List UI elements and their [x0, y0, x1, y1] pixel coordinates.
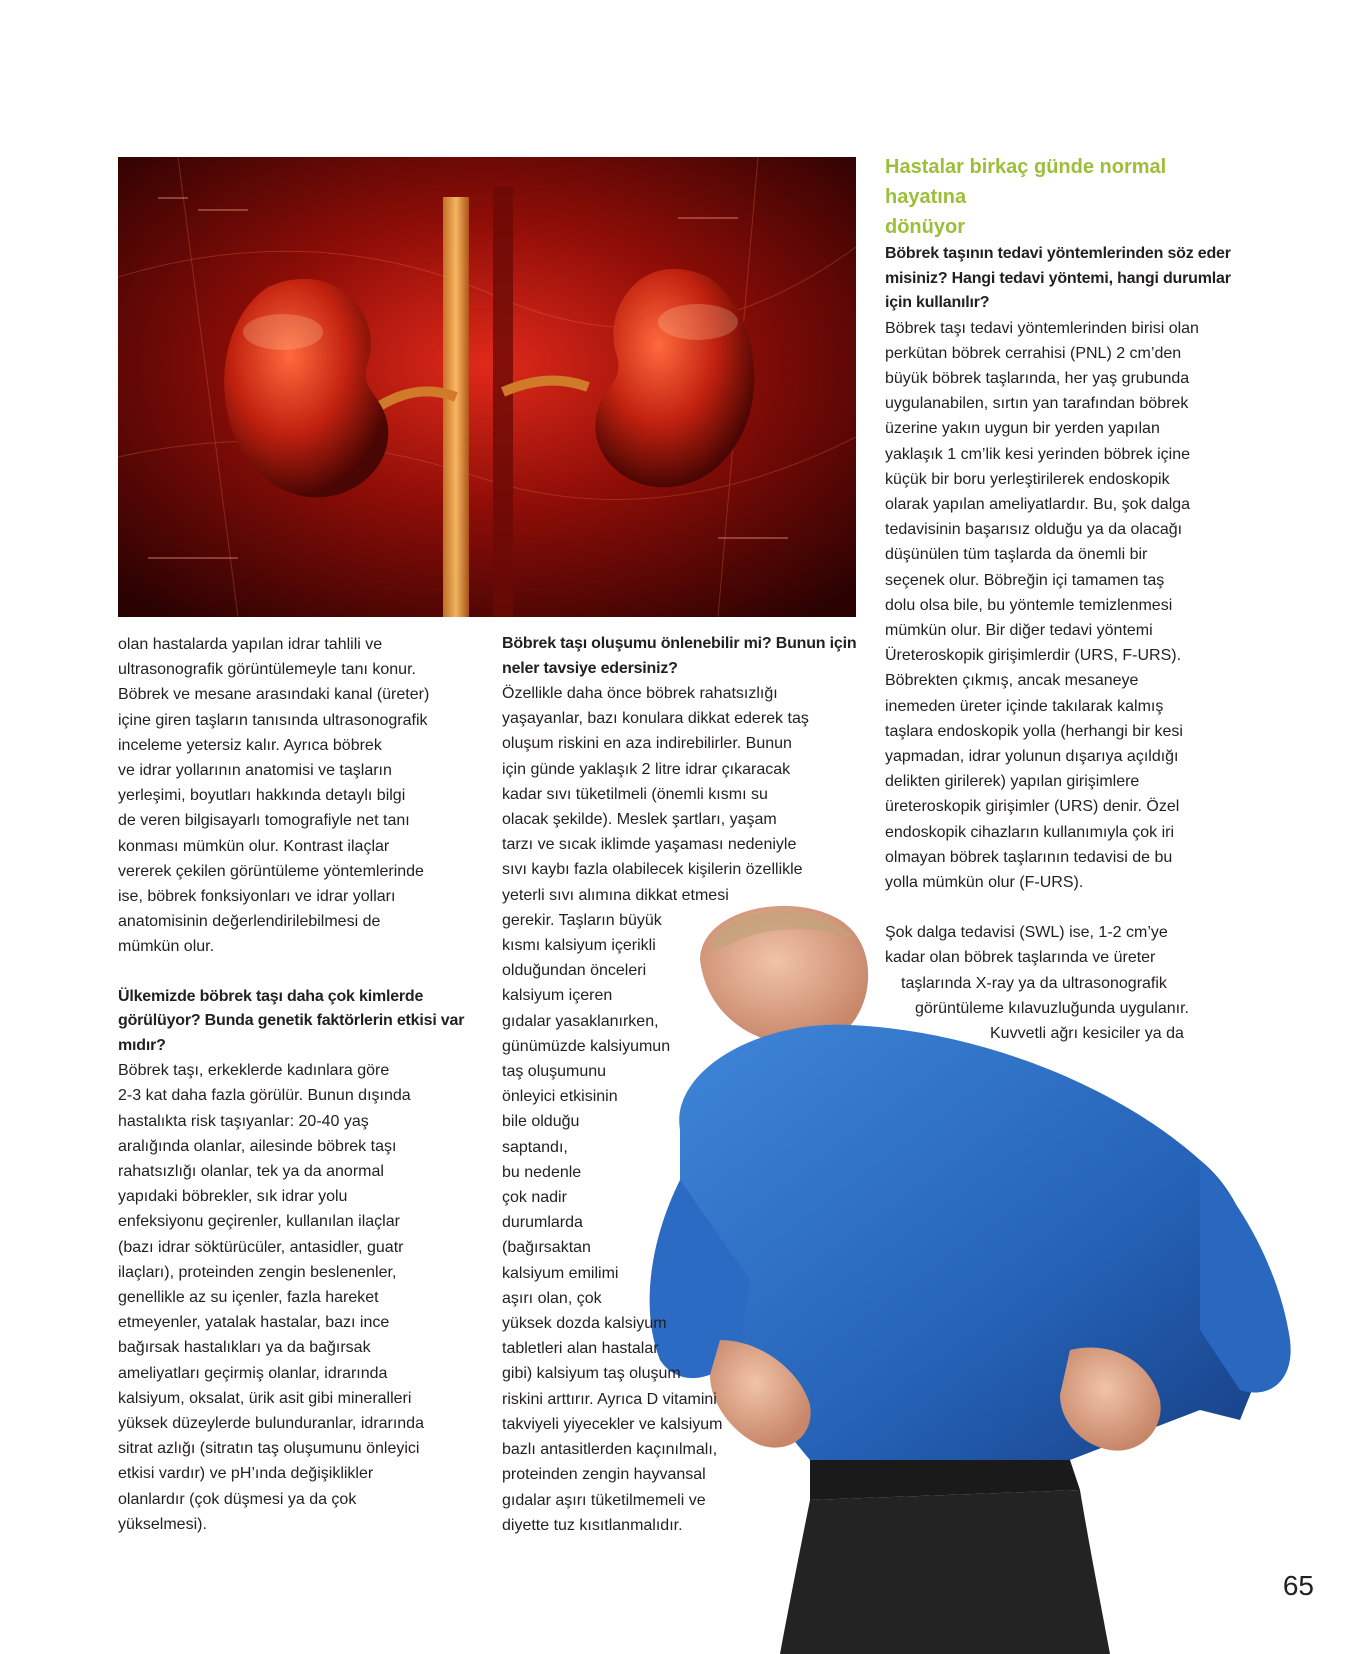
text-column-3 [885, 152, 1250, 1046]
paragraph-risk-groups: Böbrek taşı, erkeklerde kadınlara göre 2-3 kat daha fazla görülür. Bunun dışında hastalıkta risk taşıyanlar: 20-40 yaş aralığında olanlar, ailesinde böbrek taşı rahatsızlığı olanlar, tek ya da anormal yapıdaki böbrekler, sık idrar yolu enfeksiyonu geçirenler, kullanılan ilaçlar (bazı idrar söktürücüler, antasidler, guatr ilaçları), proteinden zengin beslenenler, genellikle az su içenler, fazla hareket etmeyenler, yatalak hastalar, bazı ince bağırsak hastalıkları ya da bağırsak ameliyatları geçirmiş olanlar, idrarında kalsiyum, oksalat, ürik asit gibi mineralleri yüksek düzeylerde bulunduranlar, idrarında sitrat azlığı (sitratın taş oluşumunu önleyici etkisi vardır) ve pH’ında değişiklikler olanlardır (çok düşmesi ya da çok yükselmesi). [118, 1062, 424, 1533]
text-line: Kuvvetli ağrı kesiciler ya da [990, 1024, 1184, 1042]
kidney-illustration [118, 157, 856, 617]
text-line: kadar olan böbrek taşlarında ve üreter [885, 949, 1156, 967]
page-number: 65 [1282, 1570, 1314, 1601]
text-line: Şok dalga tedavisi (SWL) ise, 1-2 cm’ye [885, 924, 1168, 942]
question-prevention: Böbrek taşı oluşumu önlenebilir mi? Bunun için neler tavsiye edersiniz? [502, 635, 857, 677]
text-column-2 [502, 632, 862, 1538]
paragraph-diagnosis: olan hastalarda yapılan idrar tahlili ve ultrasonografik görüntülemeyle tanı konur. Böbrek ve mesane arasındaki kanal (üreter) içine giren taşların tanısında ultrasonografik inceleme yetersiz kalır. Ayrıca böbrek ve idrar yollarının anatomisi ve taşların yerleşimi, boyutları hakkında detaylı bilgi de veren bilgisayarlı tomografiyle net tanı konması mümkün olur. Kontrast ilaçlar vererek çekilen görüntüleme yöntemlerinde ise, böbrek fonksiyonları ve idrar yolları anatomisinin değerlendirilebilmesi de mümkün olur. [118, 636, 430, 956]
section-headline: Hastalar birkaç günde normal hayatına dönüyor [885, 156, 1167, 238]
paragraph-treatment-methods: Böbrek taşı tedavi yöntemlerinden birisi olan perkütan böbrek cerrahisi (PNL) 2 cm’den büyük böbrek taşlarında, her yaş grubunda uygulanabilen, sırtın yan tarafından böbrek üzerine yakın uygun bir yerden yapılan yaklaşık 1 cm’lik kesi yerinden böbrek içine küçük bir boru yerleştirilerek endoskopik olarak yapılan ameliyatlardır. Bu, şok dalga tedavisinin başarısız olduğu ya da olacağı düşünülen tüm taşlarda da önemli bir seçenek olur. Böbreğin içi tamamen taş dolu olsa bile, bu yöntemle temizlenmesi mümkün olur. Bir diğer tedavi yöntemi Üreteroskopik girişimlerdir (URS, F-URS). Böbrekten çıkmış, ancak mesaneye inemeden üreter içinde takılarak kalmış taşlara endoskopik yolla (herhangi bir kesi yapmadan, idrar yolunun dışarıya açıldığı delikten girilerek) yapılan girişimlere üreteroskopik girişimler (URS) denir. Özel endoskopik cihazların kullanımıyla çok iri olmayan böbrek taşlarının tedavisi de bu yolla mümkün olur (F-URS). [885, 319, 1199, 891]
paragraph-prevention: Özellikle daha önce böbrek rahatsızlığı yaşayanlar, bazı konulara dikkat ederek taş oluşum riskini en aza indirebilirler. Bunun için günde yaklaşık 2 litre idrar çıkaracak kadar sıvı tüketilmeli (önemli kısmı su olacak şekilde). Meslek şartları, yaşam tarzı ve sıcak iklimde yaşaması nedeniyle sıvı kaybı fazla olabilecek kişilerin özellikle yeterli sıvı alımına dikkat etmesi gerekir. Taşların büyük kısmı kalsiyum içerikli olduğundan önceleri kalsiyum içeren gıdalar yasaklanırken, günümüzde kalsiyumun taş oluşumunu önleyici etkisinin bile olduğu saptandı, bu nedenle çok nadir durumlarda (bağırsaktan kalsiyum emilimi aşırı olan, çok yüksek dozda kalsiyum tabletleri alan hastalar gibi) kalsiyum taş oluşum riskini arttırır. Ayrıca D vitamini takviyeli yiyecekler ve kalsiyum bazlı antasitlerden kaçınılmalı, proteinden zengin hayvansal gıdalar aşırı tüketilmemeli ve diyette tuz kısıtlanmalıdır. [502, 685, 809, 1534]
paragraph-shock-wave [885, 920, 1250, 1046]
text-column-1 [118, 632, 488, 1537]
question-who-gets-stones: Ülkemizde böbrek taşı daha çok kimlerde görülüyor? Bunda genetik faktörlerin etkisi var mıdır? [118, 987, 465, 1054]
text-line: taşlarında X-ray ya da ultrasonografik [901, 974, 1167, 992]
question-treatment: Böbrek taşının tedavi yöntemlerinden söz eder misiniz? Hangi tedavi yöntemi, hangi durumlar için kullanılır? [885, 245, 1231, 311]
text-line: görüntüleme kılavuzluğunda uygulanır. [915, 999, 1189, 1017]
